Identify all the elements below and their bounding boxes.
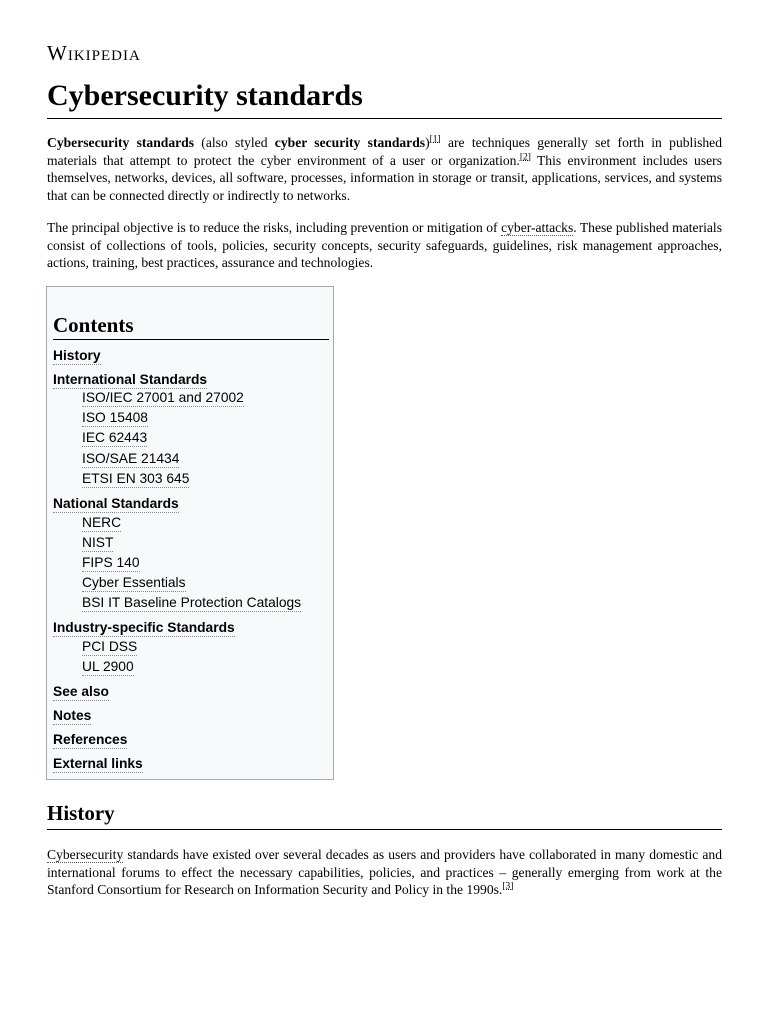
text-span: (also styled	[194, 135, 275, 150]
toc-item-industry-specific-standards[interactable]: Industry-specific Standards	[53, 620, 235, 635]
text-span: The principal objective is to reduce the risks, including prevention or mitigation of	[47, 220, 502, 235]
toc-item-ul-2900[interactable]: UL 2900	[82, 659, 134, 674]
history-paragraph	[47, 846, 722, 899]
table-of-contents	[46, 286, 334, 780]
citation-link-2[interactable]: [2]	[519, 151, 531, 162]
toc-item-pci-dss[interactable]: PCI DSS	[82, 639, 138, 654]
cyber-attacks-link[interactable]: cyber-attacks	[501, 220, 574, 235]
toc-item-nerc[interactable]: NERC	[82, 515, 122, 530]
page-title: Cybersecurity standards	[47, 76, 722, 119]
toc-item-international-standards[interactable]: International Standards	[53, 372, 208, 387]
intro-paragraph-1	[47, 134, 722, 204]
intro-paragraph-2	[47, 219, 722, 272]
toc-item-nist[interactable]: NIST	[82, 535, 114, 550]
toc-item-bsi-it-baseline[interactable]: BSI IT Baseline Protection Catalogs	[82, 595, 302, 610]
wikipedia-logo[interactable]: Wikipedia	[47, 41, 141, 65]
text-span: . These published materials consist of collections of tools, policies, security concepts, security safeguards, guidelines, risk management approaches, actions, training, best practices, assurance and technologies.	[47, 220, 722, 270]
cybersecurity-link[interactable]: Cybersecurity	[47, 847, 124, 862]
toc-item-fips-140[interactable]: FIPS 140	[82, 555, 140, 570]
toc-item-etsi-en-303-645[interactable]: ETSI EN 303 645	[82, 471, 190, 486]
toc-item-iso-sae-21434[interactable]: ISO/SAE 21434	[82, 451, 180, 466]
toc-item-iso-iec-27001[interactable]: ISO/IEC 27001 and 27002	[82, 390, 244, 405]
toc-item-iso-15408[interactable]: ISO 15408	[82, 410, 148, 425]
toc-item-references[interactable]: References	[53, 732, 128, 747]
bold-term-alt: cyber security standards	[274, 135, 426, 150]
citation-link-1[interactable]: [1]	[429, 134, 441, 145]
section-heading-history: History	[47, 800, 722, 830]
toc-item-national-standards[interactable]: National Standards	[53, 496, 179, 511]
toc-item-cyber-essentials[interactable]: Cyber Essentials	[82, 575, 186, 590]
text-span: are techniques generally set forth in published materials that attempt to protect the cyber environment of a user or organization.	[47, 135, 723, 168]
toc-title: Contents	[53, 313, 329, 340]
bold-term: Cybersecurity standards	[47, 135, 195, 150]
text-span: standards have existed over several decades as users and providers have collaborated in many domestic and international forums to effect the necessary capabilities, policies, and practices – generally emerging from work at the Stanford Consortium for Research on Information Security and Policy in the 1990s.	[47, 847, 722, 897]
toc-item-notes[interactable]: Notes	[53, 708, 92, 723]
text-span: This environment includes users themselves, networks, devices, all software, processes, information in storage or transit, applications, services, and systems that can be connected directly or indirectly to networks.	[47, 152, 722, 203]
text-span: )	[425, 135, 430, 150]
citation-link-3[interactable]: [3]	[502, 881, 514, 892]
toc-item-external-links[interactable]: External links	[53, 756, 143, 771]
toc-item-see-also[interactable]: See also	[53, 684, 109, 699]
toc-item-history[interactable]: History	[53, 348, 101, 363]
toc-item-iec-62443[interactable]: IEC 62443	[82, 430, 148, 445]
